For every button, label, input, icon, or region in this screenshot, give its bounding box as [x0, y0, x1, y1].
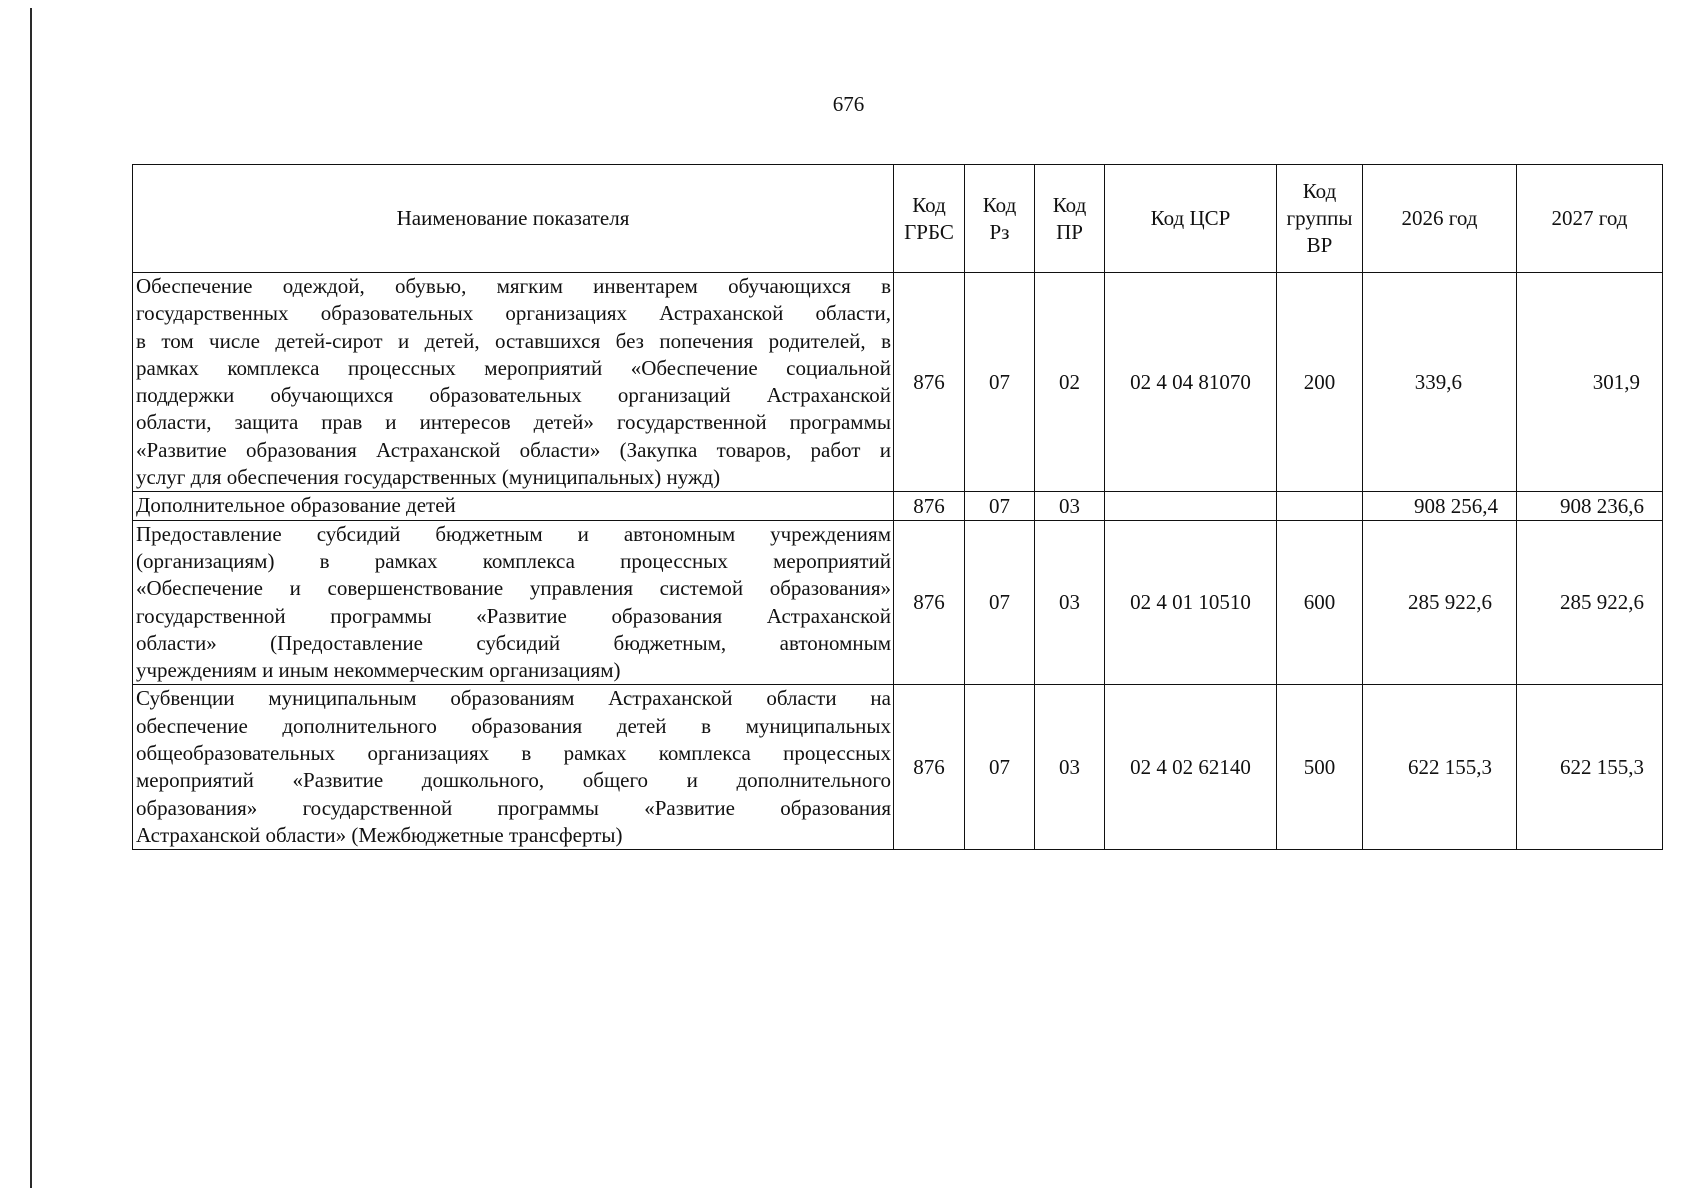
row-4-grbs: 876: [894, 685, 965, 850]
header-vr-line-3: ВР: [1306, 233, 1333, 257]
row-3-2027: 285 922,6: [1517, 520, 1663, 685]
row-3-2026: 285 922,6: [1363, 520, 1517, 685]
row-4-csr: 02 4 02 62140: [1105, 685, 1277, 850]
row-3-name-line: государственной программы «Развитие образования Астраханской: [136, 603, 891, 628]
row-3-name-line: области» (Предоставление субсидий бюджетным, автономным: [136, 630, 891, 655]
row-1-name-line: области, защита прав и интересов детей» государственной программы: [136, 410, 891, 435]
row-2-csr: [1105, 492, 1277, 520]
binding-margin-line: [30, 8, 32, 1188]
row-2-pr: 03: [1035, 492, 1105, 520]
header-pr-line-2: ПР: [1056, 219, 1083, 244]
row-1-csr: 02 4 04 81070: [1105, 273, 1277, 492]
row-3-name-line: Предоставление субсидий бюджетным и автономным учреждениям: [136, 521, 891, 546]
row-3-name: [133, 520, 894, 685]
row-1-name-line: «Развитие образования Астраханской области» (Закупка товаров, работ и: [136, 437, 891, 462]
row-2-2026: 908 256,4: [1363, 492, 1517, 520]
header-pr: [1035, 165, 1105, 273]
table-row: [133, 520, 1663, 685]
header-pr-line-1: Код: [1052, 192, 1087, 217]
row-1-name-line: Обеспечение одеждой, обувью, мягким инвентарем обучающихся в: [136, 274, 891, 298]
header-name: Наименование показателя: [133, 165, 894, 273]
header-grbs-line-2: ГРБС: [904, 219, 954, 244]
row-1-rz: 07: [965, 273, 1035, 492]
row-1-name-line: поддержки обучающихся образовательных организаций Астраханской: [136, 383, 891, 408]
row-4-name-line: общеобразовательных организациях в рамках комплекса процессных: [136, 741, 891, 766]
header-rz: [965, 165, 1035, 273]
row-2-2027: 908 236,6: [1517, 492, 1663, 520]
header-2027: 2027 год: [1517, 165, 1663, 273]
row-3-csr: 02 4 01 10510: [1105, 520, 1277, 685]
row-3-grbs: 876: [894, 520, 965, 685]
row-1-vr: 200: [1277, 273, 1363, 492]
table-row: [133, 492, 1663, 520]
header-2026: 2026 год: [1363, 165, 1517, 273]
table-row: [133, 273, 1663, 492]
row-1-name-line: государственных образовательных организациях Астраханской области,: [136, 301, 891, 326]
row-1-name-line: рамках комплекса процессных мероприятий «Обеспечение социальной: [136, 355, 891, 380]
row-4-2027: 622 155,3: [1517, 685, 1663, 850]
row-4-name-line: Субвенции муниципальным образованиям Астраханской области на: [136, 686, 891, 711]
page-number: 676: [832, 92, 865, 116]
budget-table: [132, 164, 1663, 850]
row-1-name-line: в том числе детей-сирот и детей, оставшихся без попечения родителей, в: [136, 328, 891, 353]
header-vr: [1277, 165, 1363, 273]
row-2-name-line: Дополнительное образование детей: [136, 493, 456, 518]
row-4-name-line: мероприятий «Развитие дошкольного, общего и дополнительного: [136, 768, 891, 793]
row-2-rz: 07: [965, 492, 1035, 520]
row-1-grbs: 876: [894, 273, 965, 492]
row-4-pr: 03: [1035, 685, 1105, 850]
row-4-rz: 07: [965, 685, 1035, 850]
header-grbs-line-1: Код: [912, 192, 946, 217]
row-1-name-line: услуг для обеспечения государственных (муниципальных) нужд): [136, 465, 721, 490]
row-1-2027: 301,9: [1517, 273, 1663, 492]
row-1-pr: 02: [1035, 273, 1105, 492]
row-3-vr: 600: [1277, 520, 1363, 685]
row-4-name-line: обеспечение дополнительного образования детей в муниципальных: [136, 713, 891, 738]
row-4-name: [133, 685, 894, 850]
row-1-name: [133, 273, 894, 492]
row-3-pr: 03: [1035, 520, 1105, 685]
header-grbs: [894, 165, 965, 273]
row-4-2026: 622 155,3: [1363, 685, 1517, 850]
header-csr: Код ЦСР: [1105, 165, 1277, 273]
table-header-row: [133, 165, 1663, 273]
header-vr-line-2: группы: [1286, 206, 1353, 230]
row-4-vr: 500: [1277, 685, 1363, 850]
row-1-2026: 339,6: [1363, 273, 1517, 492]
header-rz-line-1: Код: [982, 192, 1017, 217]
row-3-rz: 07: [965, 520, 1035, 685]
row-2-vr: [1277, 492, 1363, 520]
row-4-name-line: образования» государственной программы «Развитие образования: [136, 795, 891, 820]
table-row: [133, 685, 1663, 850]
row-2-name: [133, 492, 894, 520]
header-rz-line-2: Рз: [989, 219, 1010, 244]
row-3-name-line: учреждениям и иным некоммерческим организациям): [136, 658, 621, 683]
header-vr-line-1: Код: [1302, 179, 1337, 203]
row-4-name-line: Астраханской области» (Межбюджетные трансферты): [136, 822, 623, 847]
row-2-grbs: 876: [894, 492, 965, 520]
row-3-name-line: «Обеспечение и совершенствование управления системой образования»: [136, 576, 891, 601]
row-3-name-line: (организациям) в рамках комплекса процессных мероприятий: [136, 548, 891, 573]
